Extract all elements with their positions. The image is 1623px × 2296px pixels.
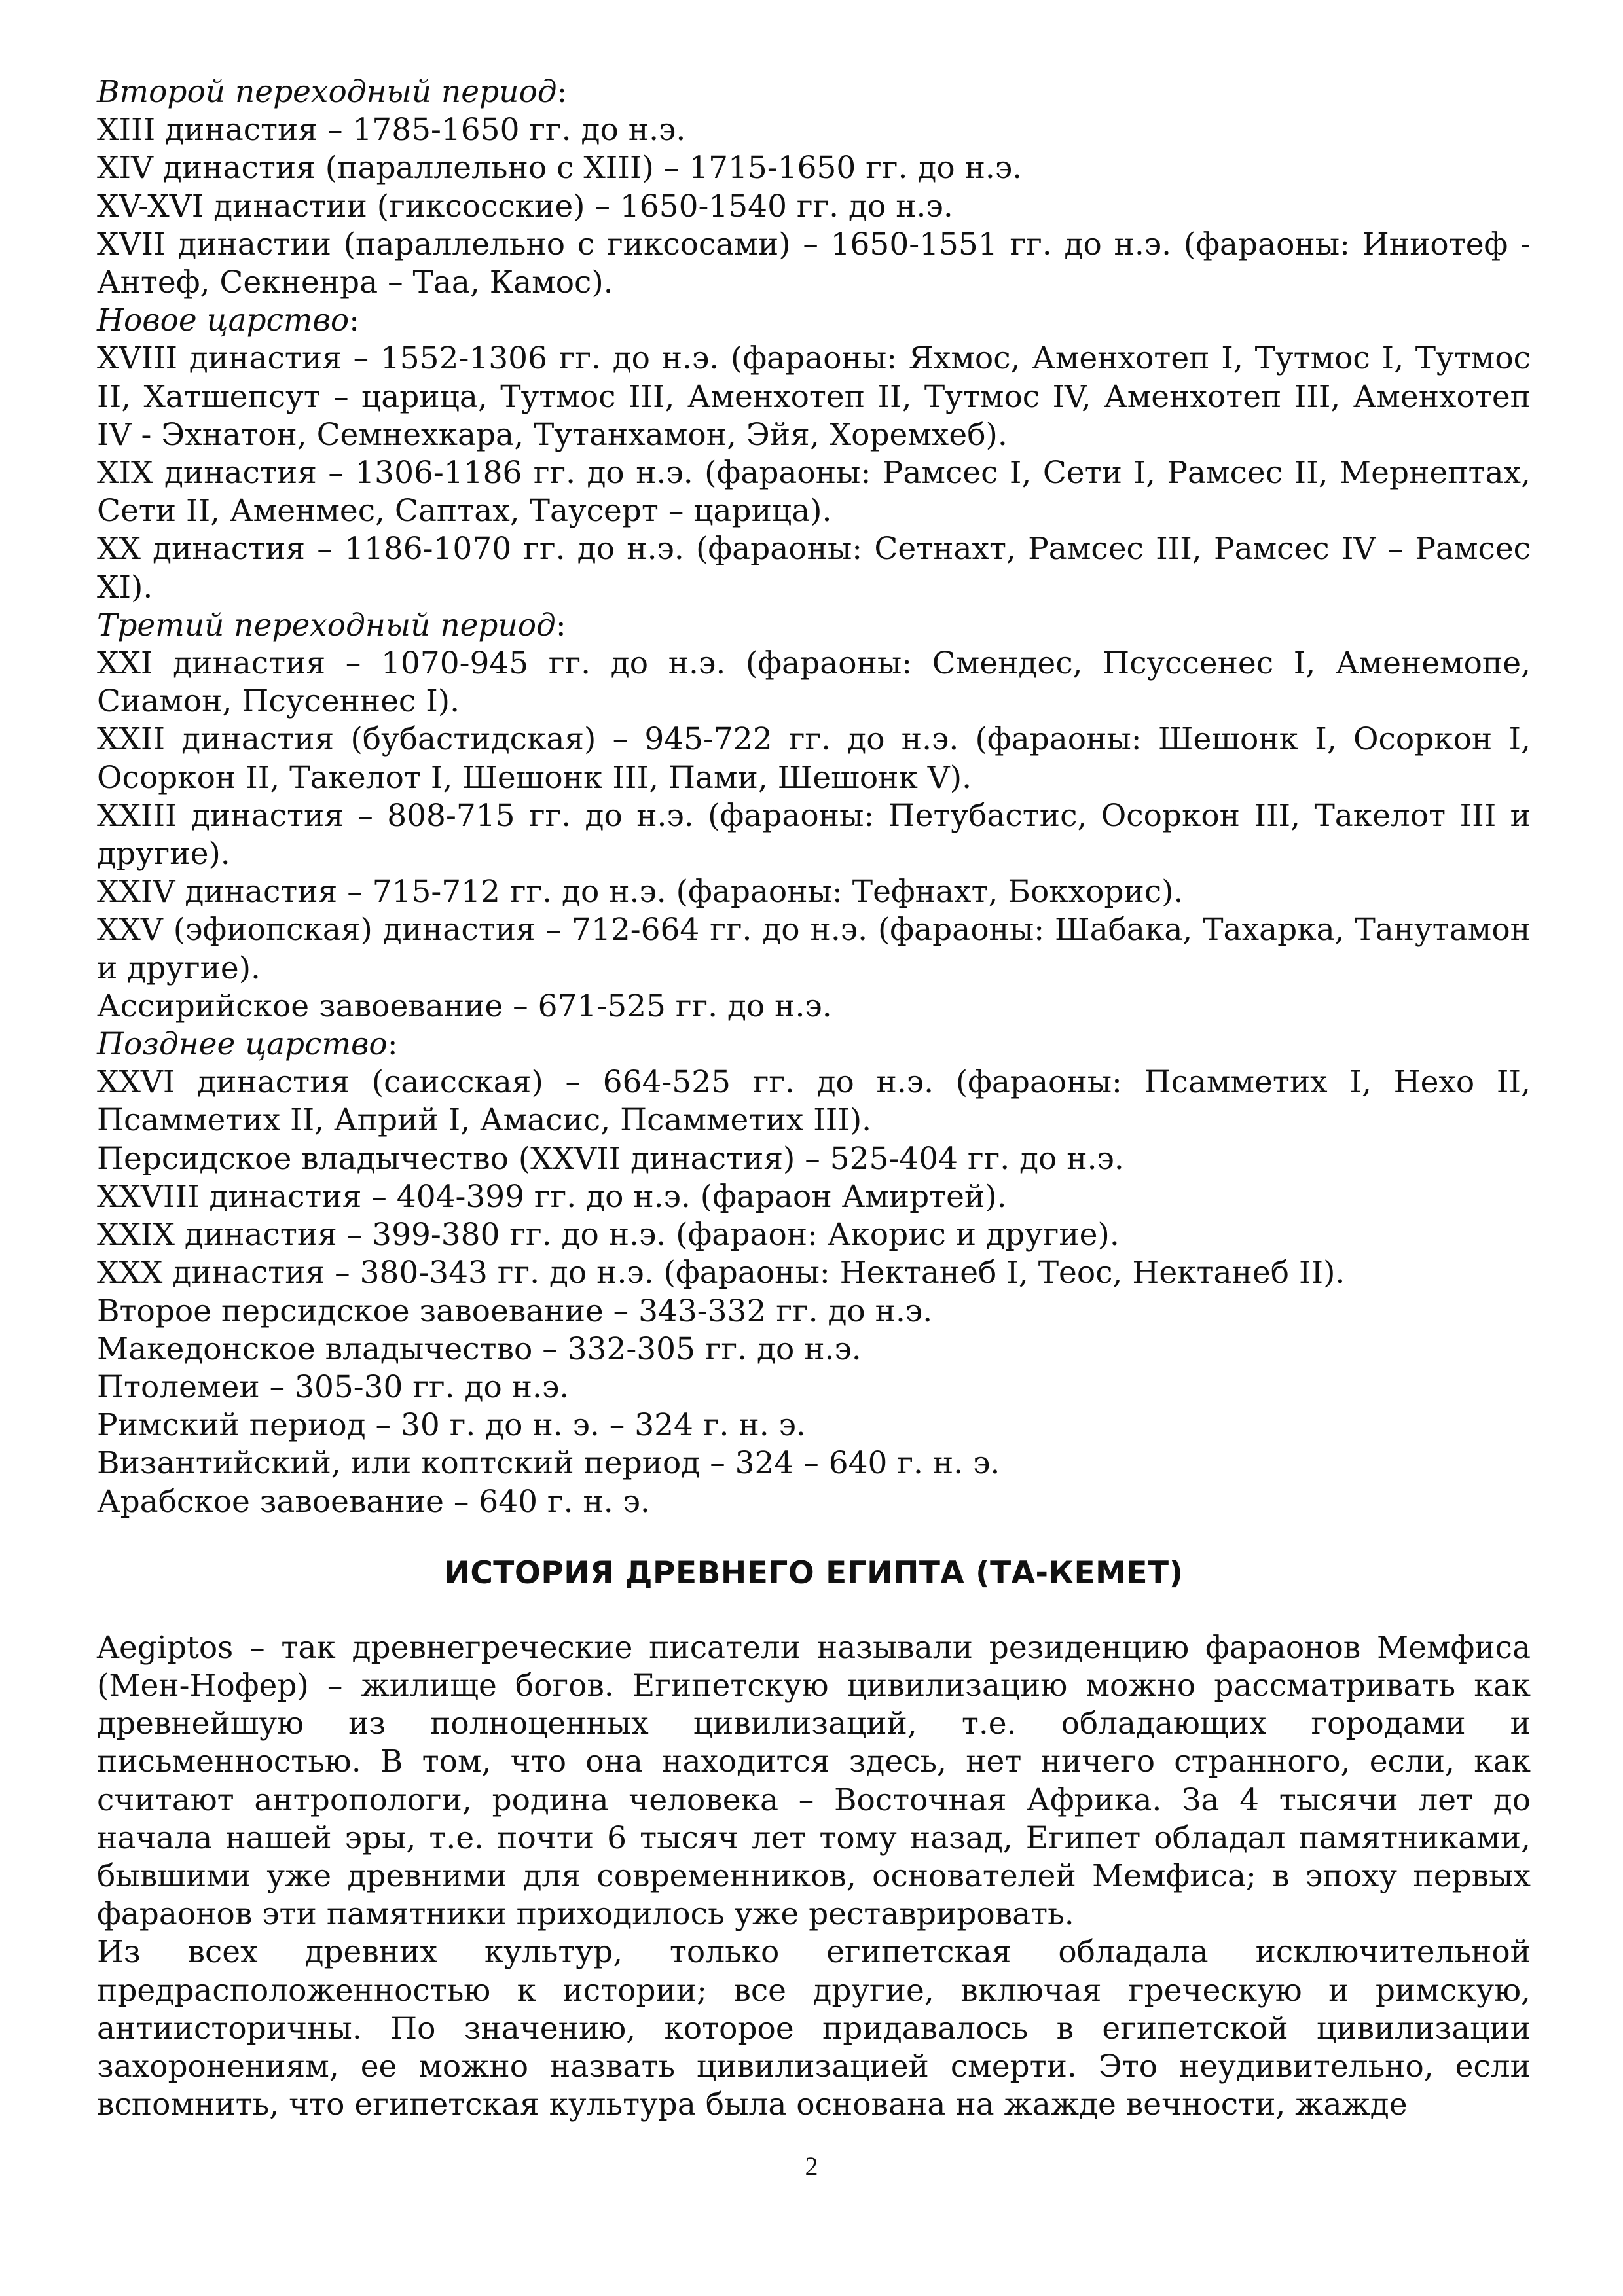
chronology-entry: XV-XVI династии (гиксосские) – 1650-1540 гг. до н.э. [97,188,953,224]
chronology-entry: Птолемеи – 305-30 гг. до н.э. [97,1369,570,1405]
chronology-entry: Арабское завоевание – 640 г. н. э. [97,1483,650,1520]
chronology-entry: Византийский, или коптский период – 324 – 640 г. н. э. [97,1445,1000,1482]
period-heading-label: Третий переходный период [97,607,556,643]
chronology-entry: Персидское владычество (XXVII династия) – 525-404 гг. до н.э. [97,1140,1124,1177]
chronology-entry: XXVI династия (саисская) – 664-525 гг. до н.э. (фараоны: Псамметих I, Нехо II, Псамметих II, Априй I, Амасис, Псамметих III). [97,1064,1531,1139]
body-paragraph: Из всех древних культур, только египетская обладала исключительной предрасположенностью к истории; все другие, включая греческую и римскую, антиисторичны. По значению, которое придавалось в египетской цивилизации захоронениям, ее можно назвать цивилизацией смерти. Это неудивительно, если вспомнить, что египетская культура была основана на жажде вечности, жажде [97,1934,1531,2123]
period-heading-label: Позднее царство [97,1026,388,1063]
chronology-entry: XVIII династия – 1552-1306 гг. до н.э. (фараоны: Яхмос, Аменхотеп I, Тутмос I, Тутмос II, Хатшепсут – царица, Тутмос III, Аменхотеп II, Тутмос IV, Аменхотеп III, Аменхотеп IV - Эхнатон, Семнехкара, Тутанхамон, Эйя, Хоремхеб). [97,340,1531,453]
page-content [97,73,1531,2124]
chronology-entry: Римский период – 30 г. до н. э. – 324 г. н. э. [97,1407,806,1444]
chronology-entry: XX династия – 1186-1070 гг. до н.э. (фараоны: Сетнахт, Рамсес III, Рамсес IV – Рамсес XI). [97,531,1531,605]
chronology-entry: XIX династия – 1306-1186 гг. до н.э. (фараоны: Рамсес I, Сети I, Рамсес II, Мернептах, Сети II, Аменмес, Саптах, Таусерт – царица). [97,455,1531,529]
period-heading-colon: : [556,74,568,110]
chronology-entry: XXIV династия – 715-712 гг. до н.э. (фараоны: Тефнахт, Бокхорис). [97,874,1184,910]
body-text [97,1629,1531,2125]
chronology-entry: XIV династия (параллельно с XIII) – 1715-1650 гг. до н.э. [97,150,1023,187]
chronology-entry: XVII династии (параллельно с гиксосами) – 1650-1551 гг. до н.э. (фараоны: Иниотеф - Антеф, Секненра – Таа, Камос). [97,226,1531,301]
period-heading-colon: : [387,1026,398,1063]
chronology-entry: XIII династия – 1785-1650 гг. до н.э. [97,112,686,149]
chronology-entry: XXII династия (бубастидская) – 945-722 гг. до н.э. (фараоны: Шешонк I, Осоркон I, Осоркон II, Такелот I, Шешонк III, Пами, Шешонк V). [97,721,1531,796]
chronology-entry: Македонское владычество – 332-305 гг. до н.э. [97,1331,862,1367]
chronology-entry: XXV (эфиопская) династия – 712-664 гг. до н.э. (фараоны: Шабака, Тахарка, Танутамон и другие). [97,912,1531,986]
period-heading [97,1026,1531,1064]
chronology-entry: Ассирийское завоевание – 671-525 гг. до н.э. [97,988,832,1024]
chronology-entry: Второе персидское завоевание – 343-332 гг. до н.э. [97,1293,933,1329]
period-heading [97,302,1531,340]
chronology-entry: XXVIII династия – 404-399 гг. до н.э. (фараон Амиртей). [97,1178,1007,1215]
period-heading-colon: : [349,302,359,339]
period-heading-label: Второй переходный период [97,74,557,110]
period-heading-colon: : [555,607,566,643]
period-heading-label: Новое царство [97,302,350,339]
chronology-entry: XXIII династия – 808-715 гг. до н.э. (фараоны: Петубастис, Осоркон III, Такелот III и другие). [97,797,1531,872]
period-heading [97,73,1531,111]
body-paragraph: Aegiptos – так древнегреческие писатели называли резиденцию фараонов Мемфиса (Мен-Нофер) – жилище богов. Египетскую цивилизацию можно рассматривать как древнейшую из полноценных цивилизаций, т.е. обладающих городами и письменностью. В том, что она находится здесь, нет ничего странного, если, как считают антропологи, родина человека – Восточная Африка. За 4 тысячи лет до начала нашей эры, т.е. почти 6 тысяч лет тому назад, Египет обладал памятниками, бывшими уже древними для современников, основателей Мемфиса; в эпоху первых фараонов эти памятники приходилось уже реставрировать. [97,1629,1531,1933]
chronology-entry: XXI династия – 1070-945 гг. до н.э. (фараоны: Смендес, Псуссенес I, Аменемопе, Сиамон, Псусеннес I). [97,645,1531,720]
page-number: 2 [805,2151,818,2181]
chronology-entry: XXX династия – 380-343 гг. до н.э. (фараоны: Нектанеб I, Теос, Нектанеб II). [97,1255,1345,1291]
period-heading [97,607,1531,645]
chronology-entry: XXIX династия – 399-380 гг. до н.э. (фараон: Акорис и другие). [97,1217,1120,1253]
chronology-list [97,73,1531,1521]
section-title: ИСТОРИЯ ДРЕВНЕГО ЕГИПТА (ТА-КЕМЕТ) [444,1554,1184,1591]
